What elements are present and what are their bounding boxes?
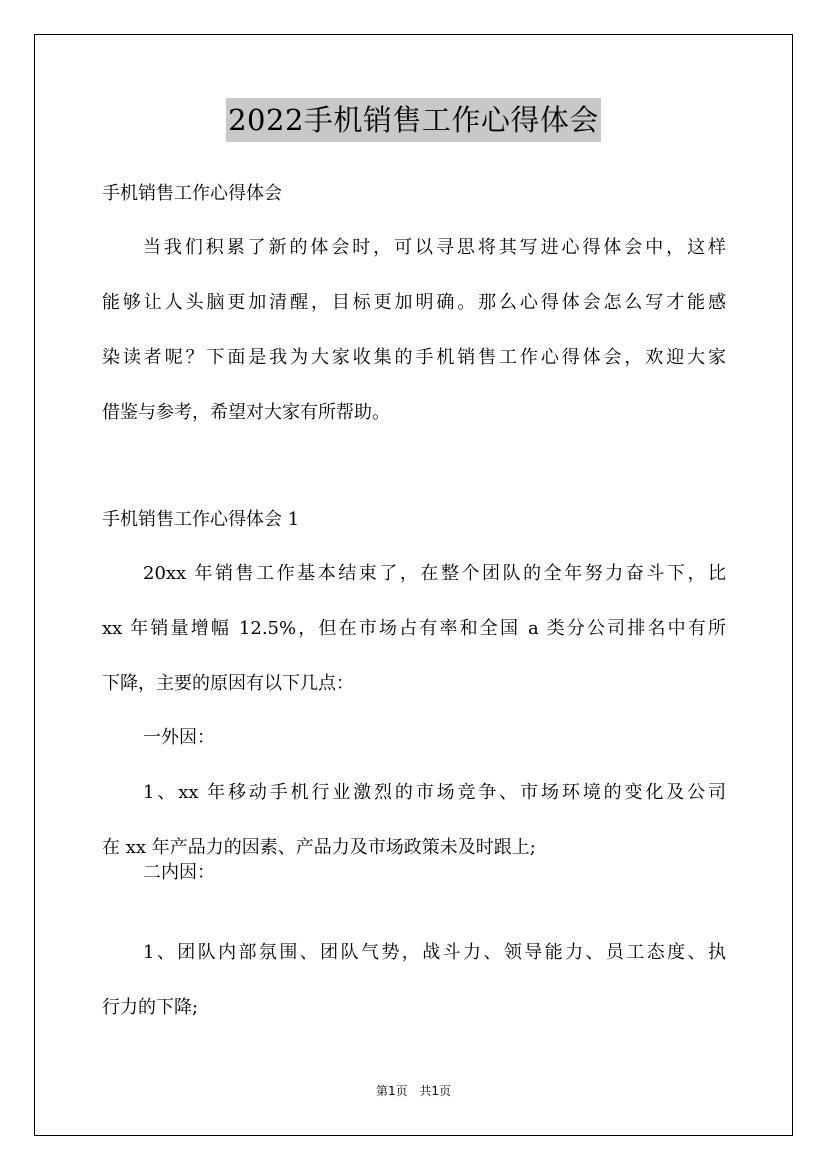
- paragraph-line: 1、团队内部氛围、团队气势，战斗力、领导能力、员工态度、执: [143, 942, 726, 963]
- paragraph-line: 染读者呢？下面是我为大家收集的手机销售工作心得体会，欢迎大家: [102, 347, 726, 368]
- external-heading: 一外因：: [143, 727, 215, 748]
- internal-heading: 二内因：: [143, 862, 215, 883]
- section1-paragraph: [102, 560, 726, 725]
- document-subtitle: 手机销售工作心得体会: [102, 183, 282, 204]
- paragraph-line: 下降，主要的原因有以下几点：: [102, 673, 354, 694]
- internal-heading-block: [102, 859, 726, 914]
- title-container: [0, 98, 827, 142]
- paragraph-line: 20xx 年销售工作基本结束了，在整个团队的全年努力奋斗下，比: [143, 563, 726, 584]
- external-heading-block: [102, 724, 726, 779]
- paragraph-line: 能够让人头脑更加清醒，目标更加明确。那么心得体会怎么写才能感: [102, 292, 726, 313]
- internal-paragraph: [102, 939, 726, 1049]
- paragraph-line: 在 xx 年产品力的因素、产品力及市场政策未及时跟上;: [102, 837, 536, 858]
- paragraph-line: 1、xx 年移动手机行业激烈的市场竞争、市场环境的变化及公司: [143, 782, 726, 803]
- paragraph-line: 当我们积累了新的体会时，可以寻思将其写进心得体会中，这样: [143, 237, 726, 258]
- paragraph-line: xx 年销量增幅 12.5%，但在市场占有率和全国 a 类分公司排名中有所: [102, 618, 726, 639]
- page-number: 第1页: [375, 1084, 408, 1098]
- page-footer: [0, 1083, 827, 1099]
- section1-heading: 手机销售工作心得体会 1: [102, 509, 300, 530]
- paragraph-line: 借鉴与参考，希望对大家有所帮助。: [102, 402, 390, 423]
- document-title: 2022手机销售工作心得体会: [226, 98, 601, 142]
- paragraph-line: 行力的下降;: [102, 997, 199, 1018]
- intro-paragraph: [102, 234, 726, 454]
- page-total: 共1页: [419, 1084, 452, 1098]
